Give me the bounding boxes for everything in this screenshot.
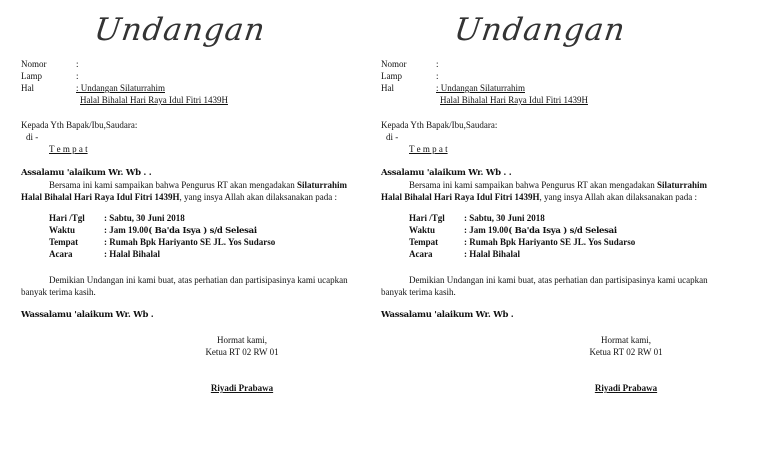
body-line2-bold: Halal Bihalal Hari Raya Idul Fitri 1439H	[381, 192, 540, 202]
waktu-extra: ( Ba'da Isya ) s/d Selesai	[148, 226, 257, 236]
lamp-label: Lamp	[21, 71, 42, 81]
tempat-value: : Rumah Bpk Hariyanto SE JL. Yos Sudarso	[464, 237, 636, 247]
closing-line1: Demikian Undangan ini kami buat, atas perhatian dan partisipasinya kami ucapkan	[49, 275, 348, 285]
body-line2	[381, 191, 697, 203]
body-line2-text: , yang insya Allah akan dilaksanakan pada :	[539, 192, 697, 202]
closing-line2: banyak terima kasih.	[381, 287, 456, 297]
closing-line2: banyak terima kasih.	[21, 287, 96, 297]
ketua-line: Ketua RT 02 RW 01	[205, 347, 279, 357]
tempat-value: : Rumah Bpk Hariyanto SE JL. Yos Sudarso	[104, 237, 276, 247]
di-line: di -	[26, 132, 39, 142]
hormat-line: Hormat kami,	[217, 335, 267, 345]
tempat-line: T e m p a t	[409, 144, 448, 154]
closing-line1: Demikian Undangan ini kami buat, atas perhatian dan partisipasinya kami ucapkan	[409, 275, 708, 285]
signer-name: Riyadi Prabawa	[210, 383, 274, 393]
body-line2	[21, 191, 337, 203]
lamp-colon: :	[76, 71, 79, 81]
body-line1	[409, 179, 707, 191]
nomor-label: Nomor	[21, 59, 47, 69]
di-line: di -	[386, 132, 399, 142]
kepada-line: Kepada Yth Bapak/Ibu,Saudara:	[381, 120, 498, 130]
invitation-page-left	[0, 0, 360, 466]
waktu-time: : Jam 19.00	[464, 225, 509, 235]
nomor-label: Nomor	[381, 59, 407, 69]
hormat-line: Hormat kami,	[601, 335, 651, 345]
hal-label: Hal	[21, 83, 34, 93]
salam-closing: Wassalamu 'alaikum Wr. Wb .	[21, 310, 154, 320]
acara-value: : Halal Bihalal	[464, 249, 521, 259]
body-line1-bold: Silaturrahim	[656, 180, 707, 190]
ketua-line: Ketua RT 02 RW 01	[589, 347, 663, 357]
hari-value: : Sabtu, 30 Juni 2018	[104, 213, 185, 223]
salam-opening: Assalamu 'alaikum Wr. Wb . .	[21, 168, 152, 178]
body-line2-text: , yang insya Allah akan dilaksanakan pada :	[179, 192, 337, 202]
hal-value-line2: Halal Bihalal Hari Raya Idul Fitri 1439H	[80, 95, 228, 105]
invitation-page-right	[360, 0, 720, 466]
salam-closing: Wassalamu 'alaikum Wr. Wb .	[381, 310, 514, 320]
acara-label: Acara	[49, 249, 73, 259]
invitation-title: Undangan	[92, 12, 268, 48]
hari-label: Hari /Tgl	[49, 213, 85, 223]
hal-value-line1: : Undangan Silaturrahim	[76, 83, 165, 93]
body-line1-text: Bersama ini kami sampaikan bahwa Pengurus RT akan mengadakan	[409, 180, 657, 190]
waktu-time: : Jam 19.00	[104, 225, 149, 235]
acara-label: Acara	[409, 249, 433, 259]
waktu-label: Waktu	[49, 225, 76, 235]
salam-opening: Assalamu 'alaikum Wr. Wb . .	[381, 168, 512, 178]
invitation-title: Undangan	[452, 12, 628, 48]
waktu-extra: ( Ba'da Isya ) s/d Selesai	[508, 226, 617, 236]
body-line1	[49, 179, 347, 191]
body-line1-text: Bersama ini kami sampaikan bahwa Pengurus RT akan mengadakan	[49, 180, 297, 190]
lamp-label: Lamp	[381, 71, 402, 81]
hari-value: : Sabtu, 30 Juni 2018	[464, 213, 545, 223]
hal-label: Hal	[381, 83, 394, 93]
kepada-line: Kepada Yth Bapak/Ibu,Saudara:	[21, 120, 138, 130]
acara-value: : Halal Bihalal	[104, 249, 161, 259]
tempat-label: Tempat	[409, 237, 439, 247]
nomor-colon: :	[76, 59, 79, 69]
body-line2-bold: Halal Bihalal Hari Raya Idul Fitri 1439H	[21, 192, 180, 202]
lamp-colon: :	[436, 71, 439, 81]
tempat-label: Tempat	[49, 237, 79, 247]
hal-value-line1: : Undangan Silaturrahim	[436, 83, 525, 93]
waktu-label: Waktu	[409, 225, 436, 235]
nomor-colon: :	[436, 59, 439, 69]
body-line1-bold: Silaturrahim	[296, 180, 347, 190]
tempat-line: T e m p a t	[49, 144, 88, 154]
hal-value-line2: Halal Bihalal Hari Raya Idul Fitri 1439H	[440, 95, 588, 105]
signer-name: Riyadi Prabawa	[594, 383, 658, 393]
hari-label: Hari /Tgl	[409, 213, 445, 223]
